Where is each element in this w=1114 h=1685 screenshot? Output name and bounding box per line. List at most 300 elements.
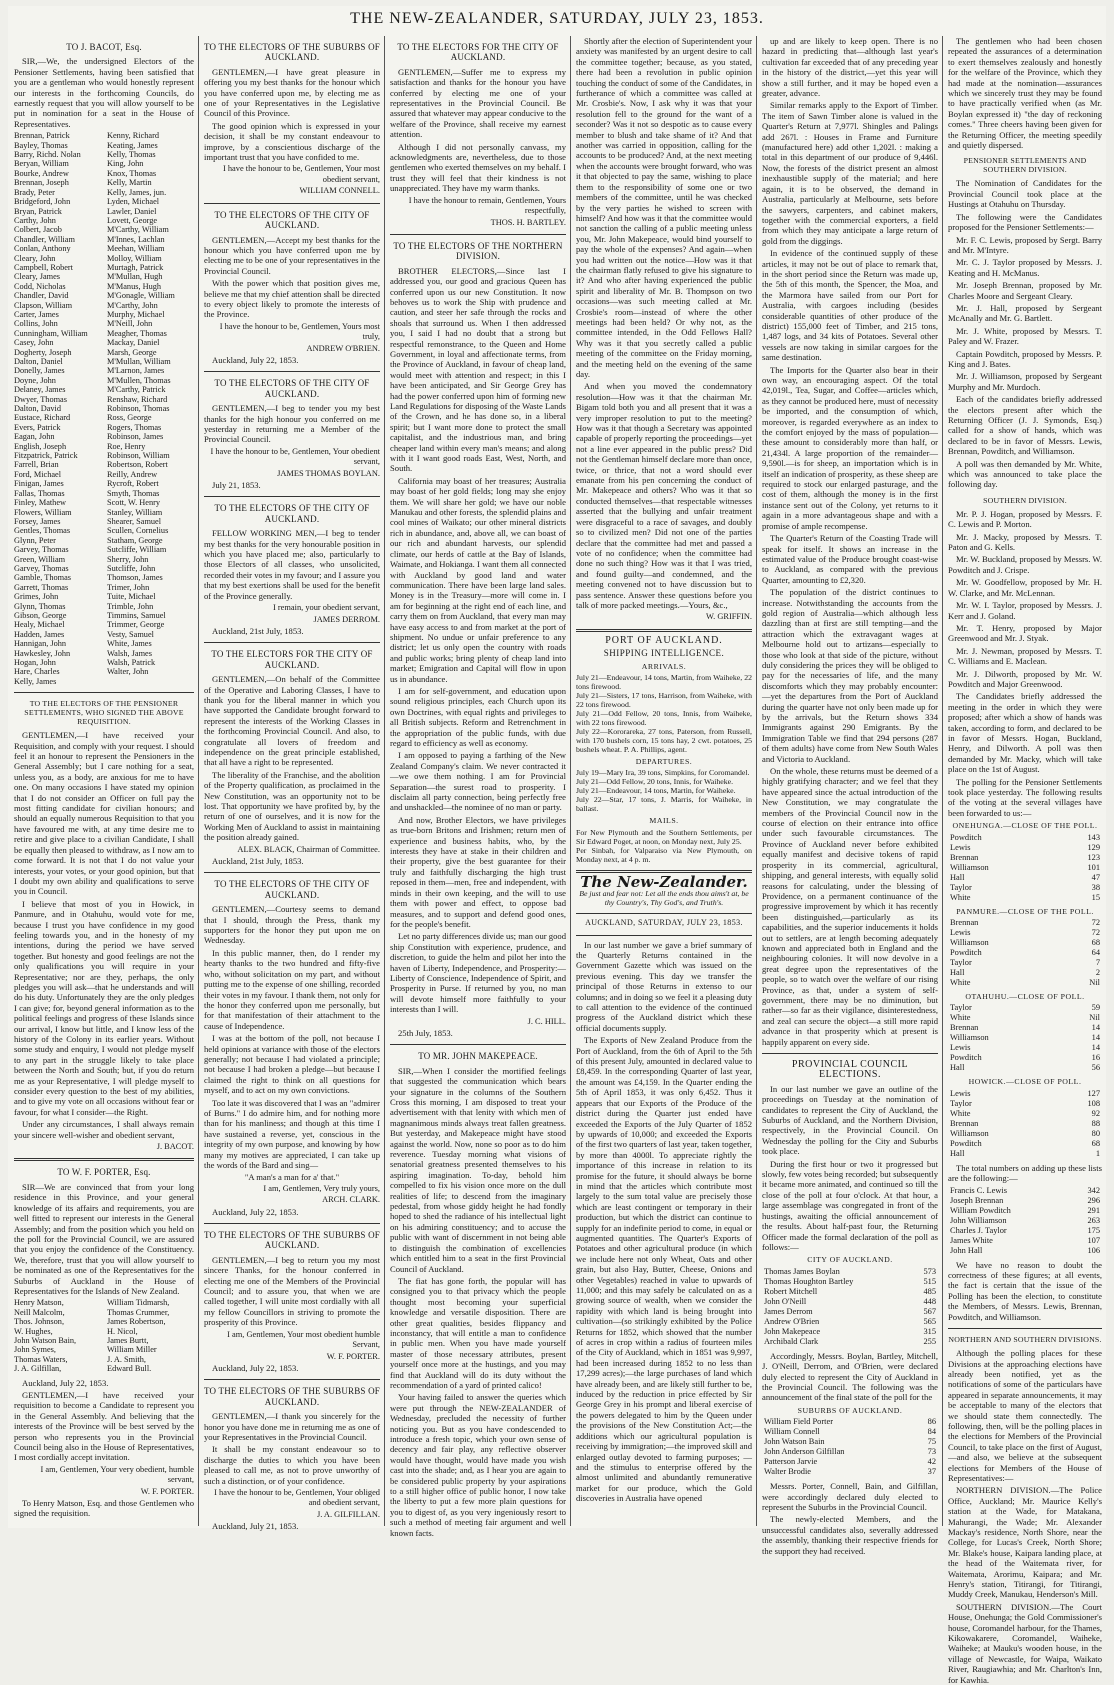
poll-label: CITY OF AUCKLAND. <box>807 1255 893 1265</box>
candidate-name: Hall <box>950 1063 965 1073</box>
candidate-name: Powditch <box>950 1053 982 1063</box>
vote-count: 14 <box>1091 1033 1100 1043</box>
signatory-name: Trimble, John <box>107 601 154 611</box>
signatory-name: Tuite, Michael <box>107 592 156 602</box>
poll-row <box>948 833 1102 843</box>
signatory-name: Murtagh, Patrick <box>107 262 164 272</box>
newspaper-page <box>8 6 1106 1685</box>
advert-paragraph: GENTLEMEN,—I beg to return you my most sincere Thanks, for the honour conferred in electing me one of the Members of the Provincial Council; and to assure you, that when we are called together, I will unite most cordially with all my fellow Councillors in striving to promote the prosperity of this Province. <box>204 1254 380 1328</box>
signatory-name: Kelly, James <box>14 676 57 686</box>
editorial-paragraph: In evidence of the continued supply of these articles, it may not be out of place to remark that, in the short period since the Return was made up, the 5th of this month, the Spencer, the Moa, and the Marmora have sailed from our Port for Australia, with cargoes including (besides considerable quantities of other produce of the district) 155,000 feet of Timber, and 215 tons, 1,487 logs, and 34 kits of Potatoes. Several other vessels are now taking in similar cargoes for the same destination. <box>762 248 938 363</box>
vote-count: 127 <box>1087 1088 1100 1098</box>
porter-requisition: SIR—We are convinced that from your long residence in this Province, and your general knowledge of its affairs and requirements, you are well fitted to represent our interests in the General Assembly; and from the position which you held on the poll for the Provincial Council, we are assured that you enjoy the confidence of the Constituency. We, therefore, trust that you will allow yourself to be nominated as one of the Representatives for the Suburbs of Auckland in the House of Representatives for the Islands of New Zealand. <box>14 1181 194 1296</box>
signatory-name: Garvey, Thomas <box>14 563 69 573</box>
candidate-name: White <box>950 1013 971 1023</box>
poll-table <box>948 833 1102 903</box>
candidate-name: Thomas Houghton Bartley <box>764 1276 854 1286</box>
signatory-name: James Robertson, <box>107 1317 166 1327</box>
signatory-name: Healy, Michael <box>14 620 65 630</box>
signatory-name: Robertson, Robert <box>107 460 168 470</box>
signatory-name: M'Mullan, William <box>107 357 171 366</box>
candidate-name: Williamson <box>950 1128 989 1138</box>
poll-row <box>762 1427 938 1437</box>
signatory-name: Cunningham, William <box>14 328 88 338</box>
signatory-name: Marsh, George <box>107 347 157 357</box>
signatory-name: Forsey, James <box>14 516 61 526</box>
arrivals-label: ARRIVALS. <box>641 661 687 671</box>
candidate-name: John O'Neill <box>764 1296 807 1306</box>
report-paragraph: The newly-elected Members, and the unsuccessful candidates also, severally addressed the assembly, thanking their respective friends for the support they had received. <box>762 1514 938 1556</box>
poll-row <box>948 843 1102 853</box>
signatory-name: J. A. Smith, <box>107 1354 146 1364</box>
candidate-name: John Hall <box>950 1245 983 1255</box>
bacot-heading: TO J. BACOT, Esq. <box>66 42 142 52</box>
signature: J. C. HILL. <box>527 1016 566 1026</box>
signature: W. GRIFFIN. <box>706 612 752 622</box>
reply-paragraph: Under any circumstances, I shall always remain your sincere well-wisher and obedient servant, <box>14 1119 194 1140</box>
signatory-name: M'Manus, Hugh <box>107 281 162 291</box>
vote-count: 565 <box>923 1316 936 1326</box>
report-paragraph: Mr. J. Williamson, proposed by Sergeant Murphy and Mr. Murdoch. <box>948 371 1102 392</box>
signatory-name: Fitzpatrick, Patrick <box>14 451 78 461</box>
closing: I am, Gentlemen, Your most obedient humble Servant, <box>227 1329 380 1350</box>
editorial-paragraph: Similar remarks apply to the Export of Timber. The item of Sawn Timber alone is valued in the Quarter's Return at 7,977l. Shingles and Palings add 267l. : Houses in Frame and Furniture (manufactured here) add other 1,202l. : making a total in this department of our produce of 9,446l. Now, the forests of the district present an almost inexhaustible supply of the material; and here again, it is to be observed, the demand in Australia, particularly at Melbourne, sets before the sawyers, carpenters, and cabinet makers, together with the commercial exporters, a field from which they may anticipate a large return of gold from the diggings. <box>762 100 938 246</box>
signatory-name: Meagher, Thomas <box>107 328 167 338</box>
candidate-name: Joseph Brennan <box>950 1195 1004 1205</box>
signatory-name: Bridgeford, John <box>14 197 71 207</box>
motto: Be just and fear not: Let all the ends thou aims't at, be thy Country's, Thy God's, and Truth's. <box>579 889 749 908</box>
vote-count: 14 <box>1091 1023 1100 1033</box>
signature: ALEX. BLACK, Chairman of Committee. <box>237 844 380 854</box>
candidate-name: William Connell <box>764 1427 820 1437</box>
advert-paragraph: BROTHER ELECTORS,—Since last I addressed you, our good and gracious Queen has conferred upon us our new Constitution. It now behoves us to work the Ship with prudence and caution, and steer her safe through the rocks and shoals that surround us. When I then addressed you, I said I had no doubt that a strong but respectful remonstrance, to the Queen and Home Government, in loyal and affectionate terms, from the Province of Auckland, in favour of cheap land, would meet with attention and respect; in this I have been anticipated, and Sir George Grey has had the power conferred upon him of forming new Land Regulations for disposing of the Waste Lands of the Crown, and he has done so, in a liberal spirit; but I want more done to protect the small capitalist, and the industrious man, and bring cheaper land within every man's means; and along with it I want good roads East, West, North, and South. <box>390 265 567 474</box>
signatory-name: English, Joseph <box>14 441 67 451</box>
candidate-name: Brennan <box>950 918 979 928</box>
signatory-name: Hadden, James <box>14 629 65 639</box>
signatory-name: Neill Malcolm, <box>14 1307 65 1317</box>
signatory-name: Brennan, Joseph <box>14 178 69 188</box>
candidate-name: James White <box>950 1235 993 1245</box>
signature: JAMES DERROM. <box>313 614 380 624</box>
report-paragraph: Mr. J. Newman, proposed by Messrs. T. C. Williams and E. Maclean. <box>948 645 1102 667</box>
vote-count: 315 <box>923 1326 936 1336</box>
divider <box>576 935 752 936</box>
signature: THOS. H. BARTLEY. <box>490 217 566 227</box>
signatory-name: Lovett, George <box>107 215 158 225</box>
vote-count: 72 <box>1091 918 1100 928</box>
signatory-name: Codd, Nicholas <box>14 281 66 291</box>
signature: JAMES THOMAS BOYLAN. <box>277 468 380 478</box>
signatory-name: Meehan, William <box>107 244 165 254</box>
report-paragraph: The total numbers on adding up these lists are the following:— <box>948 1162 1102 1184</box>
poll-row <box>948 938 1102 948</box>
poll-table <box>948 918 1102 988</box>
advert-paragraph: GENTLEMEN,—I thank you sincerely for the honor you have done me in returning me as one of your Representatives in the Provincial Council. <box>204 1411 380 1442</box>
signatory-name: M'Larnon, James <box>107 366 165 376</box>
advert-paragraph: Too late it was discovered that I was an "admirer of Burns." I do admire him, and for nothing more than for his manliness; and though at this time I have sustained a reverse, yet, conscious in the integrity of my own purpose, and knowing by how many my motives are appreciated, I can take up the words of the Bard and sing— <box>204 1097 380 1170</box>
candidate-name: Brennan <box>950 1023 979 1033</box>
divider <box>14 692 194 693</box>
signatory-name: Carthy, John <box>14 215 56 225</box>
advert-paragraph: GENTLEMEN,—I beg to tender you my best thanks for the high honour you conferred on me yesterday in returning me a Member of the Provincial Council. <box>204 403 380 445</box>
signatory-name: Delaney, James <box>14 385 66 395</box>
report-paragraph: Mr. F. C. Lewis, proposed by Sergt. Barry and Mr. M'Intyre. <box>948 234 1102 255</box>
divider <box>948 1328 1102 1329</box>
advert-heading: TO THE ELECTORS OF THE CITY OF AUCKLAND. <box>214 503 370 524</box>
vote-count: 15 <box>1091 892 1100 902</box>
divider <box>576 629 752 632</box>
poll-row <box>948 928 1102 938</box>
poll-row <box>948 1043 1102 1053</box>
candidate-name: Lewis <box>950 928 971 938</box>
signatory-name <box>107 677 194 686</box>
report-paragraph: Mr. J. White, proposed by Messrs. T. Paley and W. Frazer. <box>948 325 1102 347</box>
poll-row <box>762 1267 938 1277</box>
poll-row <box>948 1013 1102 1023</box>
candidate-name: Williamson <box>950 862 989 872</box>
signatory-name: M'Carthy, Patrick <box>107 385 166 395</box>
poll-row <box>762 1307 938 1317</box>
candidate-name: John Williamson <box>950 1215 1007 1225</box>
vote-count: 64 <box>1091 948 1100 958</box>
signatory-name: Eustace, Richard <box>14 413 71 423</box>
report-paragraph: Accordingly, Messrs. Boylan, Bartley, Mitchell, J. O'Neill, Derrom, and O'Brien, were declared duly elected to represent the City of Auckland in the Provincial Council. The following was the announcement of the final state of the poll for the <box>762 1350 938 1403</box>
signatory-name: J. A. Gilfillan, <box>14 1364 62 1374</box>
column-6 <box>948 36 1102 1685</box>
signatory-name: Kelly, Martin <box>107 178 152 188</box>
poll-row <box>948 1149 1102 1159</box>
vote-count: 485 <box>923 1286 936 1296</box>
divider <box>576 913 752 914</box>
vote-count: 14 <box>1091 1043 1100 1053</box>
signatory-name: Grimes, John <box>14 592 59 602</box>
report-paragraph: Mr. P. J. Hogan, proposed by Messrs. F. C. Lewis and P. Morton. <box>948 508 1102 530</box>
column-2 <box>204 36 380 1532</box>
advert-heading: TO THE ELECTORS OF THE CITY OF AUCKLAND. <box>214 209 370 231</box>
signatory-name: Chandler, David <box>14 291 69 301</box>
candidate-name: Williamson <box>950 938 989 948</box>
divider <box>204 872 380 873</box>
shipping-heading: SHIPPING INTELLIGENCE. <box>603 648 725 659</box>
signatory-name: Campbell, Robert <box>14 262 73 272</box>
divider <box>14 1158 194 1161</box>
advert-paragraph: GENTLEMEN,—Suffer me to express my satisfaction and thanks for the honour you have conferred by electing me one of your representatives in the Provincial Council. Be assured that whatever may appear conducive to the welfare of the Province, shall receive my earnest attention. <box>390 66 566 140</box>
signatory-name: Brady, Peter <box>14 187 55 197</box>
vote-count: 88 <box>1091 1118 1100 1128</box>
dateline: Auckland, 21st July, 1853. <box>212 625 304 636</box>
newspaper-nameplate: The New-Zealander. <box>580 872 748 891</box>
editorial-paragraph: The Quarter's Return of the Coasting Trade will speak for itself. It shows an increase in the estimated value of the Produce brought coast-wise to Auckland, as compared with the previous Quarter, amounting to £2,320. <box>762 533 938 585</box>
vote-count: 73 <box>927 1447 936 1457</box>
vote-count: 59 <box>1091 1003 1100 1013</box>
editorial-paragraph: In our last number we gave a brief summary of the Quarterly Returns contained in the Government Gazette which was issued on the previous evening. This day we transfer the principal of those Returns in extenso to our columns; and in doing so we feel it a pleasing duty to call attention to the evidence of the continued progress of the Auckland district which these official documents supply. <box>576 939 752 1033</box>
signatory-name: William Tidmarsh, <box>107 1298 170 1308</box>
advert-paragraph: I am for self-government, and education upon sound religious principles, each Church upon its own Doctrines, with equal rights and privileges to all British subjects. Reform and Retrenchment in the appropriation of the public funds, with due regard to efficiency as well as economy. <box>390 685 566 748</box>
poll-row <box>762 1287 938 1297</box>
signatory-name: Murphy, Michael <box>107 309 165 319</box>
signatory-name: Fallas, Thomas <box>14 488 65 498</box>
signatory-name: Barry, Richd. Nolan <box>14 150 81 160</box>
vote-count: 2 <box>1095 968 1100 978</box>
candidate-name: White <box>950 1108 971 1118</box>
candidate-name: Walter Brodie <box>764 1467 811 1477</box>
signatory-name: Rogers, Thomas <box>107 422 162 432</box>
signatory-name: Gentles, Thomas <box>14 526 71 536</box>
signatory-name: Kelly, James, jun. <box>107 187 167 197</box>
signatory-name: Bryan, Patrick <box>14 206 62 216</box>
closing: I have the honour to remain, Gentlemen, Yours respectfully, <box>408 195 566 216</box>
divider <box>390 1044 566 1045</box>
bacot-requisition: SIR,—We, the undersigned Electors of the Pensioner Settlements, having been satisfied that you are a gentleman who would honestly represent our interests in the forthcoming Councils, do earnestly request that you will allow yourself to be put in nomination for a seat in the House of Representatives. <box>14 56 194 129</box>
poll-label: ONEHUNGA.—CLOSE OF THE POLL. <box>952 821 1098 831</box>
porter-heading: TO W. F. PORTER, Esq. <box>57 1167 151 1178</box>
vote-count: Nil <box>1089 978 1100 988</box>
candidate-name: Brennan <box>950 1118 979 1128</box>
editorial-paragraph: The Exports of New Zealand Produce from the Port of Auckland, from the 6th of April to the 5th of this present July, amounted in declared value to £8,459. In the corresponding Quarter of last year, the amount was £4,159. In the Quarter ending the 5th of April 1853, it was only 6,452. Thus it appears that our Exports of the Produce of the district during the Quarter just ended have exceeded the Exports of the July Quarter of 1852 by upwards of 10,000; and exceeded the Exports of the first two quarters of last year, taken together, by more than 4000l. To appreciate rightly the importance of this increase in relation to its promise for the future, it should always be borne in mind that the articles which contribute most largely to the sum total value are precisely those which are least contingent or temporary in their production, but which the district can continue to supply for an indefinite period to come, in equal or augmented quantities. The Quarter's Exports of Potatoes and other agricultural produce (in which we include here not only Wheat, Oats and other grain, but also Hay, Butter, Cheese, Onions and other Vegetables) reached in value to upwards of 11,000; and this may safely be calculated on as a growing source of wealth, when we consider the rapidity with which land is being brought into cultivation—(so strikingly exhibited by the Police Returns for 1852, which showed that the number of acres in crop within a radius of fourteen miles of the City of Auckland, which in 1851 was 9,997, had been increased during 1852 to no less than 17,299 acres);—the large purchases of land which have already been, and are likely still further to be, induced by the reduction in price effected by Sir George Grey in his prompt and liberal exercise of the powers delegated to him by the Queen under the provisions of the New Constitution Act;—the additions which our agricultural population is receiving by immigration;—the improved skill and enlarged outlay devoted to farming purposes; —and the stimulus to enterprise offered by the almost unlimited and abundantly remunerative market for our produce, which the Gold discoveries in Australia have opened <box>576 1035 752 1504</box>
candidate-name: John Anderson Gilfillan <box>764 1447 845 1457</box>
report-paragraph: The polling for the Pensioner Settlements took place yesterday. The following results of the voting at the several villages have been forwarded to us:— <box>948 776 1102 818</box>
candidate-name: Taylor <box>950 958 972 968</box>
signatory-name: Garvey, Thomas <box>14 545 69 555</box>
candidate-name: Robert Mitchell <box>764 1286 818 1296</box>
vote-count: 42 <box>927 1457 936 1467</box>
vote-count: 68 <box>1091 938 1100 948</box>
signature: WILLIAM CONNELL. <box>299 186 380 196</box>
report-paragraph: The gentlemen who had been chosen repeated the assurances of a determination to exert themselves zealously and honestly for the welfare of the Province, which they had made at the nomination—assurances which we sincerely trust they may be found to have practically verified when (as Mr. Boylan expressed it) "the day of reckoning comes." Three cheers having been given for the Returning Officer, the meeting speedily and quietly dispersed. <box>948 36 1102 151</box>
vote-count: 296 <box>1087 1195 1100 1205</box>
vote-count: 47 <box>1091 872 1100 882</box>
signatory-name: Finigan, James <box>14 479 64 489</box>
candidate-name: Andrew O'Brien <box>764 1316 820 1326</box>
verse: "A man's a man for a' that." <box>244 1172 340 1183</box>
signatory-name: Lawler, Daniel <box>107 206 157 216</box>
candidate-name: William Field Porter <box>764 1417 833 1427</box>
vote-count: 75 <box>927 1437 936 1447</box>
signatory-name: Ford, Michael <box>14 469 62 479</box>
signatory-name: Timmins, Samuel <box>107 610 166 620</box>
signatory-name: Scullen, Cornelius <box>107 526 169 536</box>
mails-label: MAILS. <box>649 816 679 826</box>
report-paragraph: Mr. W. Buckland, proposed by Messrs. W. Powditch and J. Crispe. <box>948 554 1102 575</box>
signatory-name: Dwyer, Thomas <box>14 394 67 404</box>
signatory-name: M'Gonagle, William <box>107 291 175 301</box>
signatory-name: James Burtt, <box>107 1335 149 1345</box>
vote-count: 129 <box>1087 842 1100 852</box>
advert-paragraph: The good opinion which is expressed in your decision, it shall be my constant endeavour to improve, by a conscientious discharge of the important trust that you have confided to me. <box>204 120 380 163</box>
candidate-name: Archibald Clark <box>764 1336 819 1346</box>
poll-row <box>762 1297 938 1307</box>
report-paragraph: SOUTHERN DIVISION.—The Court House, Onehunga; the Gold Commissioner's house, Coromandel harbour, for the Thames, Kikowakarere, Coromandel, Waiheke, Waiheke; at Mauku's wooden house, in the village of Newcastle, for Waipa, Waikato River, Raugiawhia; and Mr. Charlton's Inn, for Kawhia. <box>948 1601 1102 1685</box>
signatory-name: Robinson, William <box>107 451 170 461</box>
column-rule <box>384 36 385 1526</box>
dateline: 25th July, 1853. <box>398 1027 453 1038</box>
signatory-name: Glynn, Thomas <box>14 601 66 611</box>
divider <box>204 203 380 204</box>
signatory-name: Finley, Mathew <box>14 498 67 508</box>
vote-count: 175 <box>1087 1225 1100 1235</box>
poll-row <box>948 918 1102 928</box>
poll-table <box>948 1003 1102 1073</box>
departures-label: DEPARTURES. <box>635 756 693 766</box>
signatory-name: Cleary, James <box>14 272 61 282</box>
section-heading: PROVINCIAL COUNCIL ELECTIONS. <box>791 1059 909 1081</box>
vote-count: 291 <box>1087 1205 1100 1215</box>
signatory-name: Scott, W. Henry <box>107 498 161 508</box>
poll-row <box>948 968 1102 978</box>
vote-count: 342 <box>1087 1185 1100 1195</box>
signature: W. F. PORTER. <box>326 1351 380 1361</box>
letter-paragraph: The fiat has gone forth, the popular will has consigned you to that privacy which the people thought most becoming your superficial knowledge and versatile disposition. There are other great qualities, besides flippancy and inconstancy, that will entitle a man to confidence in public men. When you have made yourself master of those necessary attributes, present yourself once more at the hustings, and you may find that Auckland will do its duty without the recommendation of a yard of printed calico! <box>390 1275 566 1390</box>
poll-row <box>948 1023 1102 1033</box>
report-paragraph: We have no reason to doubt the correctness of these figures; at all events, the fact is certain that the issue of the Polling has been the election, to constitute the Members, of Messrs. Lewis, Brennan, Powditch, and Williamson. <box>948 1259 1102 1322</box>
poll-row <box>762 1447 938 1457</box>
report-paragraph: Messrs. Porter, Connell, Bain, and Gilfillan, were accordingly declared duly elected to represent the Suburbs in the Provincial Council. <box>762 1481 938 1512</box>
signatory-name: H. Nicol, <box>107 1326 138 1336</box>
report-paragraph: Mr. Joseph Brennan, proposed by Mr. Charles Moore and Sergeant Cleary. <box>948 280 1102 301</box>
signatory-name: Walsh, Patrick <box>107 658 156 667</box>
poll-row <box>762 1437 938 1447</box>
report-paragraph: A poll was then demanded by Mr. White, which was announced to take place the following day. <box>948 458 1102 490</box>
poll-row <box>948 863 1102 873</box>
candidate-name: Hall <box>950 968 965 978</box>
signature: J. BACOT. <box>156 1142 194 1152</box>
candidate-name: Lewis <box>950 1088 971 1098</box>
signatory-name: Shearer, Samuel <box>107 516 162 526</box>
poll-row <box>948 1216 1102 1226</box>
signatory-name: Stanley, William <box>107 507 163 517</box>
advert-paragraph: GENTLEMEN,—Accept my best thanks for the honour which you have conferred upon me by electing me to be one of your representatives in the Provincial Council. <box>204 234 380 276</box>
editorial-dateline: AUCKLAND, SATURDAY, JULY 23, 1853. <box>585 918 743 928</box>
dateline: Auckland, July 22, 1853. <box>22 1377 109 1388</box>
vote-count: 263 <box>1087 1215 1100 1225</box>
signatory-name: M'Neill, John <box>107 319 153 329</box>
vote-count: 80 <box>1091 1128 1100 1138</box>
signatory-name: Hogan, John <box>14 658 56 667</box>
signatory-name: Smyth, Thomas <box>107 488 160 498</box>
report-paragraph: Mr. C. J. Taylor proposed by Messrs. J. Keating and H. McManus. <box>948 257 1102 278</box>
poll-row <box>948 1196 1102 1206</box>
vote-count: 92 <box>1091 1108 1100 1118</box>
vote-count: 143 <box>1087 832 1100 842</box>
advert-heading: TO THE ELECTORS OF THE SUBURBS OF AUCKLAND. <box>204 1386 380 1407</box>
candidate-name: Francis C. Lewis <box>950 1185 1007 1195</box>
advert-heading: TO THE ELECTORS OF THE CITY OF AUCKLAND. <box>214 879 370 900</box>
signatory-name: Trimmer, George <box>107 620 165 630</box>
poll-row <box>948 893 1102 903</box>
signatory-name: Lyden, Michael <box>107 197 160 207</box>
report-paragraph: Mr. W. I. Taylor, proposed by Messrs. J. Kerr and J. Goland. <box>948 600 1102 621</box>
signatory-name: Mackay, Daniel <box>107 338 160 348</box>
signatory-name: Thomas Waters, <box>14 1354 68 1364</box>
poll-row <box>948 1003 1102 1013</box>
section-heading: SOUTHERN DIVISION. <box>983 495 1067 505</box>
report-paragraph: Each of the candidates briefly addressed the electors present after which the Returning Officer (J. J. Symonds, Esq.) called for a show of hands, which was declared to be in favor of Messrs. Lewis, Brennan, Powditch, and Williamson. <box>948 394 1102 457</box>
advert-heading: TO THE ELECTORS FOR THE CITY OF AUCKLAND. <box>211 649 373 670</box>
advert-paragraph: GENTLEMEN,—I have great pleasure in offering you my best thanks for the honour which you have conferred upon me, by electing me as one of your Representatives in the Legislative Council of this Province. <box>204 66 380 119</box>
vote-count: 72 <box>1091 928 1100 938</box>
dateline: July 21, 1853. <box>212 480 261 491</box>
poll-table <box>762 1267 938 1347</box>
report-paragraph: In our last number we gave an outline of the proceedings on Tuesday at the nomination of candidates to represent the City of Auckland, the Suburbs of Auckland, and the Northern Division, respectively, in the Provincial Council. On Wednesday the polling for the City and Suburbs took place. <box>762 1083 938 1157</box>
divider <box>204 1223 380 1224</box>
candidate-name: Williamson <box>950 1033 989 1043</box>
candidate-name: John Watson Bain <box>764 1437 825 1447</box>
column-rule <box>756 36 757 1526</box>
report-paragraph: Mr. T. Henry, proposed by Major Greenwood and Mr. J. Styak. <box>948 622 1102 644</box>
column-5 <box>762 36 938 1556</box>
signatory-name: Farrell, Brian <box>14 460 59 470</box>
advert-paragraph: And now, Brother Electors, we have privileges as true-born Britons and Irishmen; return men of experience and business habits, who, by the interests they have at stake in their children and their property, give the best guarantee for their truly and faithfully discharging the high trust reposed in them—men, free and independent, with minds in their own keeping, and the will to use them with power and effect, to oppose bad measures, and to support and defend good ones, for the people's benefit. <box>390 814 566 929</box>
poll-label: SUBURBS OF AUCKLAND. <box>797 1405 903 1415</box>
poll-row <box>948 958 1102 968</box>
column-rule <box>198 36 199 1526</box>
signatory-name: White, James <box>107 639 152 649</box>
advert-paragraph: Let no party differences divide us; man our good ship Constitution with experience, prudence, and discretion, to guide the helm and pilot her into the haven of Liberty, Independence, and Prosperity:—Liberty of Conscience, Independence of Spirit, and Prosperity in Purse. If returned by you, no man will devote himself more faithfully to your interests than I will. <box>390 931 566 1015</box>
signatory-name: Donelly, James <box>14 366 65 376</box>
poll-row <box>948 1033 1102 1043</box>
signatory-name: Hawkesley, John <box>14 648 71 658</box>
signatory-name: Ross, George <box>107 413 152 423</box>
divider <box>390 234 566 235</box>
signatory-name: Hare, Charles <box>14 667 60 677</box>
signatory-name: Kenny, Richard <box>107 131 159 141</box>
signatory-name: Robinson, James <box>107 432 164 442</box>
divider <box>762 1053 938 1054</box>
signatory-name: M'Innes, Lachlan <box>107 234 165 244</box>
signatory-name: Dogherty, Joseph <box>14 347 72 357</box>
candidate-name: Brennan <box>950 852 979 862</box>
advert-paragraph: In this public manner, then, do I render my hearty thanks to the two hundred and fifty-five who, without solicitation on my part, and without putting me to the expense of one shilling, recorded their votes in my favour. I thank them, not only for the honor they conferred upon me personally, but for that manifestation of their attachment to the cause of Independence. <box>204 947 380 1031</box>
signatory-name: King, John <box>107 159 144 169</box>
editorial-paragraph: up and are likely to keep open. There is no hazard in predicting that—although last year's cultivation far exceeded that of any preceding year in the history of the district,—yet this year will show a still further, and it may be hoped even a greater, advance. <box>762 36 938 99</box>
signatory-name: Sherry, John <box>107 554 149 564</box>
section-heading: PENSIONER SETTLEMENTS AND SOUTHERN DIVISION. <box>963 156 1087 175</box>
candidate-name: John Makepeace <box>764 1326 821 1336</box>
signatory-name: Clapson, William <box>14 300 73 310</box>
advert-paragraph: GENTLEMEN,—On behalf of the Committee of the Operative and Laboring Classes, I have to thank you for the liberal manner in which you have supported the Candidate brought forward to represent the interests of the Working Classes in the forthcoming Provincial Council. And also, to congratulate all lovers of freedom and independence on the great principle established, that all have a right to be represented. <box>204 674 380 768</box>
signatory-name: Hannigan, John <box>14 639 67 649</box>
signatory-name: Collins, John <box>14 319 58 329</box>
closing: I am, Gentlemen, Very truly yours, <box>263 1183 380 1193</box>
signatory-name: Dalton, Daniel <box>14 357 63 366</box>
candidate-name: Hall <box>950 872 965 882</box>
candidate-name: Patterson Jarvie <box>764 1457 818 1467</box>
candidate-name: Thomas James Boylan <box>764 1266 840 1276</box>
poll-row <box>948 853 1102 863</box>
signatory-name: Eagan, John <box>14 432 55 442</box>
signatory-name: Renshaw, Richard <box>107 394 168 404</box>
poll-row <box>762 1337 938 1347</box>
candidate-name: Hall <box>950 1148 965 1158</box>
vote-count: 84 <box>927 1427 936 1437</box>
letter-paragraph: And when you moved the condemnatory resolution—How was it that the chairman Mr. Bigam told both you and all present that it was a very improper resolution to put to the meeting? How was it that though a Secretary was appointed capable of properly reporting the proceedings—yet not a line ever appeared in the public press? Did not the Gentleman himself declare more than once, twice, or thrice, that not a word should ever emanate from his pen concerning the conduct of Mr. Makepeace and others? Who was it that so conducted themselves—that respectable witnesses asserted that the bullying and unfair treatment were disgraceful to a race of savages, and doubly so to civilized men? Did not one of the parties declare that the committee had met and passed a vote of no confidence; when the committee had done no such thing? How was it that I was tried, and found guilty—and condemned, and the meeting convened not to have discussion but to pass sentence. Answer these questions before you talk of more packed meetings.—Yours, &c., <box>576 381 752 610</box>
vote-count: 573 <box>923 1266 936 1276</box>
signatory-name: Molloy, William <box>107 253 162 263</box>
poll-row <box>948 1089 1102 1099</box>
signatory-list <box>14 1298 194 1373</box>
poll-row <box>762 1417 938 1427</box>
vote-count: 108 <box>1087 1098 1100 1108</box>
signatory-name: Thomas Crummer, <box>107 1307 170 1317</box>
candidate-name: Powditch <box>950 1138 982 1148</box>
signatory-name: Gibson, George <box>14 610 67 620</box>
signatory-name: John Watson Bain, <box>14 1335 77 1345</box>
candidate-name: Taylor <box>950 882 972 892</box>
signatory-name: Chandler, William <box>14 234 75 244</box>
candidate-name: Taylor <box>950 1098 972 1108</box>
vote-count: 515 <box>923 1276 936 1286</box>
signatory-name: Edward Bull. <box>107 1364 152 1374</box>
